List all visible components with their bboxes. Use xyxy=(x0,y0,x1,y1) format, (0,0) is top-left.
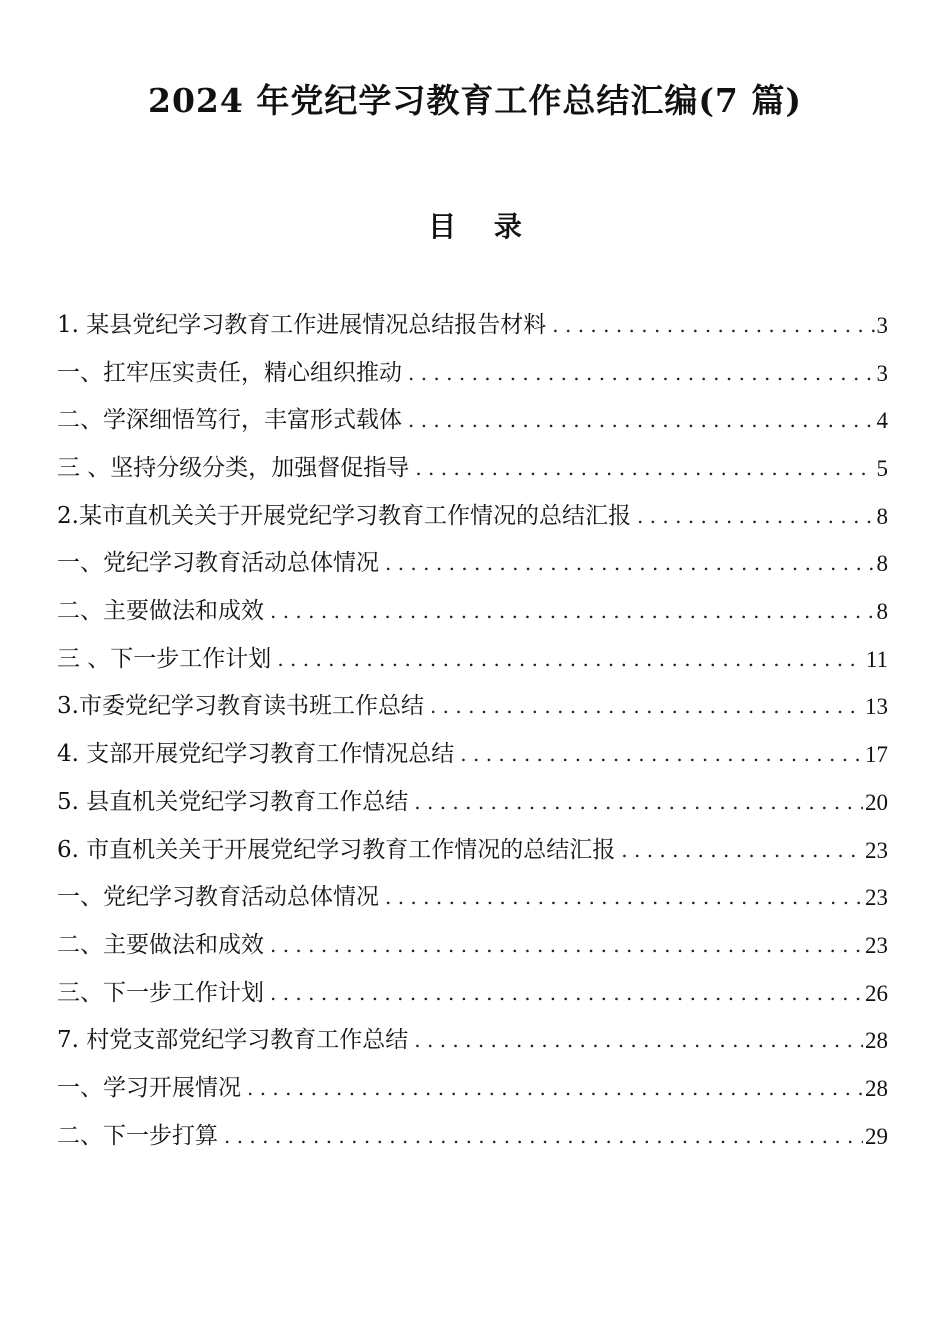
toc-page-number: 23 xyxy=(865,837,888,863)
toc-entry-title: 3.市委党纪学习教育读书班工作总结 xyxy=(57,693,424,720)
toc-page-number: 26 xyxy=(865,980,888,1006)
toc-entry[interactable] xyxy=(57,350,888,398)
toc-dot-leader xyxy=(408,397,875,445)
toc-entry[interactable] xyxy=(57,1017,888,1065)
toc-entry[interactable] xyxy=(57,397,888,445)
toc-entry[interactable] xyxy=(57,731,888,779)
toc-entry-title: 三 、坚持分级分类，加强督促指导 xyxy=(57,455,410,482)
toc-dot-leader xyxy=(270,922,863,970)
toc-entry[interactable] xyxy=(57,1065,888,1113)
toc-entry[interactable] xyxy=(57,922,888,970)
toc-page-number: 3 xyxy=(876,312,888,338)
toc-dot-leader xyxy=(552,302,874,350)
toc-page-number: 28 xyxy=(865,1075,888,1101)
toc-page-number: 20 xyxy=(865,789,888,815)
toc-dot-leader xyxy=(270,970,863,1018)
toc-heading: 目 录 xyxy=(428,210,536,243)
toc-page-number: 13 xyxy=(865,694,888,720)
toc-entry-title: 7. 村党支部党纪学习教育工作总结 xyxy=(57,1027,409,1054)
toc-dot-leader xyxy=(408,350,875,398)
toc-entry-title: 一、学习开展情况 xyxy=(57,1074,241,1101)
toc-entry[interactable] xyxy=(57,302,888,350)
toc-entry-title: 6. 市直机关关于开展党纪学习教育工作情况的总结汇报 xyxy=(57,836,616,863)
toc-entry[interactable] xyxy=(57,1113,888,1161)
toc-dot-leader xyxy=(277,636,864,684)
toc-page-number: 23 xyxy=(865,932,888,958)
toc-entry-title: 一、党纪学习教育活动总体情况 xyxy=(57,550,379,577)
toc-dot-leader xyxy=(224,1113,863,1161)
toc-dot-leader xyxy=(621,827,863,875)
toc-entry-title: 二、主要做法和成效 xyxy=(57,598,264,625)
toc-page-number: 4 xyxy=(876,408,888,434)
toc-entry[interactable] xyxy=(57,779,888,827)
toc-entry[interactable] xyxy=(57,493,888,541)
toc-entry[interactable] xyxy=(57,540,888,588)
toc-dot-leader xyxy=(414,1017,863,1065)
toc-page-number: 8 xyxy=(876,503,888,529)
toc-entry-title: 二、学深细悟笃行，丰富形式载体 xyxy=(57,407,402,434)
toc-dot-leader xyxy=(247,1065,863,1113)
table-of-contents xyxy=(57,302,888,1160)
toc-entry-title: 二、下一步打算 xyxy=(57,1122,218,1149)
toc-page-number: 17 xyxy=(865,742,888,768)
toc-entry-title: 2.某市直机关关于开展党纪学习教育工作情况的总结汇报 xyxy=(57,502,631,529)
toc-entry-title: 一、扛牢压实责任，精心组织推动 xyxy=(57,359,402,386)
toc-dot-leader xyxy=(637,493,875,541)
toc-entry[interactable] xyxy=(57,970,888,1018)
toc-dot-leader xyxy=(385,540,875,588)
toc-entry[interactable] xyxy=(57,827,888,875)
toc-entry-title: 5. 县直机关党纪学习教育工作总结 xyxy=(57,788,409,815)
toc-entry-title: 一、党纪学习教育活动总体情况 xyxy=(57,884,379,911)
toc-entry-title: 1. 某县党纪学习教育工作进展情况总结报告材料 xyxy=(57,311,547,338)
toc-entry[interactable] xyxy=(57,684,888,732)
toc-dot-leader xyxy=(415,445,874,493)
toc-page-number: 3 xyxy=(876,360,888,386)
toc-dot-leader xyxy=(414,779,863,827)
toc-page-number: 11 xyxy=(865,646,888,672)
toc-entry-title: 4. 支部开展党纪学习教育工作情况总结 xyxy=(57,741,455,768)
toc-entry-title: 三 、下一步工作计划 xyxy=(57,645,272,672)
toc-entry-title: 三、下一步工作计划 xyxy=(57,979,264,1006)
document-title: 2024 年党纪学习教育工作总结汇编(7 篇) xyxy=(147,81,802,120)
toc-page-number: 5 xyxy=(876,456,888,482)
toc-page-number: 23 xyxy=(865,885,888,911)
toc-entry[interactable] xyxy=(57,636,888,684)
toc-entry-title: 二、主要做法和成效 xyxy=(57,931,264,958)
toc-dot-leader xyxy=(385,874,863,922)
toc-entry[interactable] xyxy=(57,588,888,636)
toc-page-number: 28 xyxy=(865,1028,888,1054)
toc-page-number: 8 xyxy=(876,551,888,577)
toc-entry[interactable] xyxy=(57,874,888,922)
toc-dot-leader xyxy=(430,684,863,732)
toc-entry[interactable] xyxy=(57,445,888,493)
toc-page-number: 29 xyxy=(865,1123,888,1149)
toc-page-number: 8 xyxy=(876,599,888,625)
toc-dot-leader xyxy=(270,588,875,636)
toc-dot-leader xyxy=(460,731,863,779)
